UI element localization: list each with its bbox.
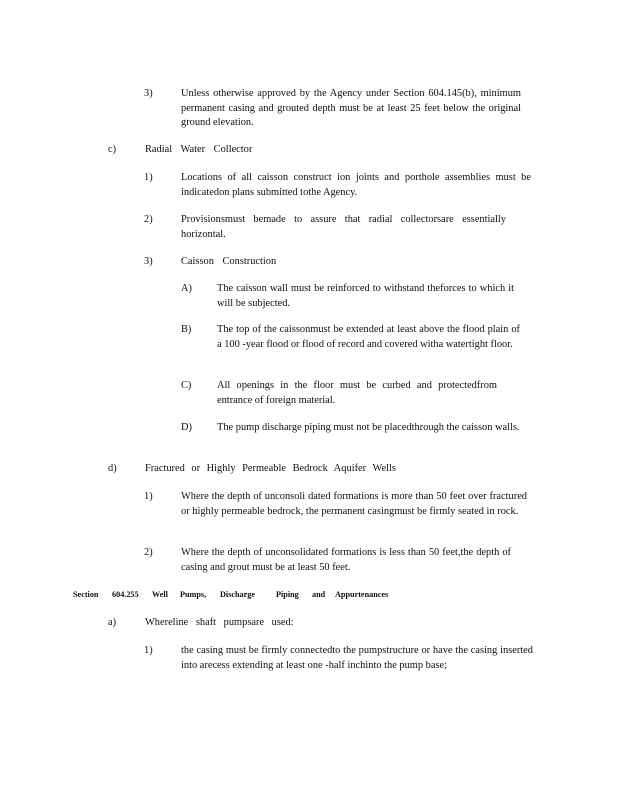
section-title-word: and <box>312 590 326 599</box>
subsection-title: Radial Water Collector <box>145 144 253 155</box>
subitem-text: The caisson wall must be reinforced to withstand theforces to which it will be subjected. <box>217 283 514 309</box>
section-title-word: Piping <box>276 590 299 599</box>
item-label: 1) <box>144 491 153 502</box>
section-title-word: Discharge <box>220 590 256 599</box>
section-heading <box>0 589 618 601</box>
item-text: Locations of all caisson construct ion joints and porthole assemblies must be indicatedon plans submitted tothe Agency. <box>181 172 531 198</box>
subsection-title: Fractured or Highly Permeable Bedrock Aquifer Wells <box>145 463 396 474</box>
subsection-label: c) <box>108 144 117 155</box>
subitem-text: All openings in the floor must be curbed and protectedfrom entrance of foreign material. <box>217 380 497 406</box>
item-label: 2) <box>144 214 153 225</box>
section-heading-word: Section <box>73 590 99 599</box>
section-number: 604.255 <box>112 590 139 599</box>
item-label: 2) <box>144 547 153 558</box>
item-text: Where the depth of unconsoli dated formations is more than 50 feet over fractured or highly permeable bedrock, the permanent casingmust be firmly seated in rock. <box>181 491 527 517</box>
item-text: Unless otherwise approved by the Agency under Section 604.145(b), minimum permanent casing and grouted depth must be at least 25 feet below the original ground elevation. <box>181 88 521 128</box>
item-label: 1) <box>144 172 153 183</box>
item-text: the casing must be firmly connectedto the pumpstructure or have the casing inserted into arecess extending at least one -half inchinto the pump base; <box>181 645 533 671</box>
item-label: 1) <box>144 645 153 656</box>
subitem-label: A) <box>181 283 192 294</box>
item-label: 3) <box>144 88 153 99</box>
item-text: Provisionsmust bemade to assure that radial collectorsare essentially horizontal. <box>181 214 506 240</box>
subitem-text: The pump discharge piping must not be placedthrough the caisson walls. <box>217 422 520 433</box>
subitem-text: The top of the caissonmust be extended at least above the flood plain of a 100 -year flood or flood of record and covered witha watertight floor. <box>217 324 520 350</box>
item-label: 3) <box>144 256 153 267</box>
item-title: Caisson Construction <box>181 256 277 267</box>
subitem-label: B) <box>181 324 192 335</box>
subsection-label: d) <box>108 463 117 474</box>
item-text: Where the depth of unconsolidated formations is less than 50 feet,the depth of casing and grout must be at least 50 feet. <box>181 547 511 573</box>
subsection-label: a) <box>108 617 117 628</box>
section-title-word: Well <box>152 590 168 599</box>
subitem-label: C) <box>181 380 192 391</box>
section-title-word: Pumps, <box>180 590 207 599</box>
section-title-word: Appurtenances <box>335 590 389 599</box>
subitem-label: D) <box>181 422 192 433</box>
subsection-title: Whereline shaft pumpsare used: <box>145 617 294 628</box>
